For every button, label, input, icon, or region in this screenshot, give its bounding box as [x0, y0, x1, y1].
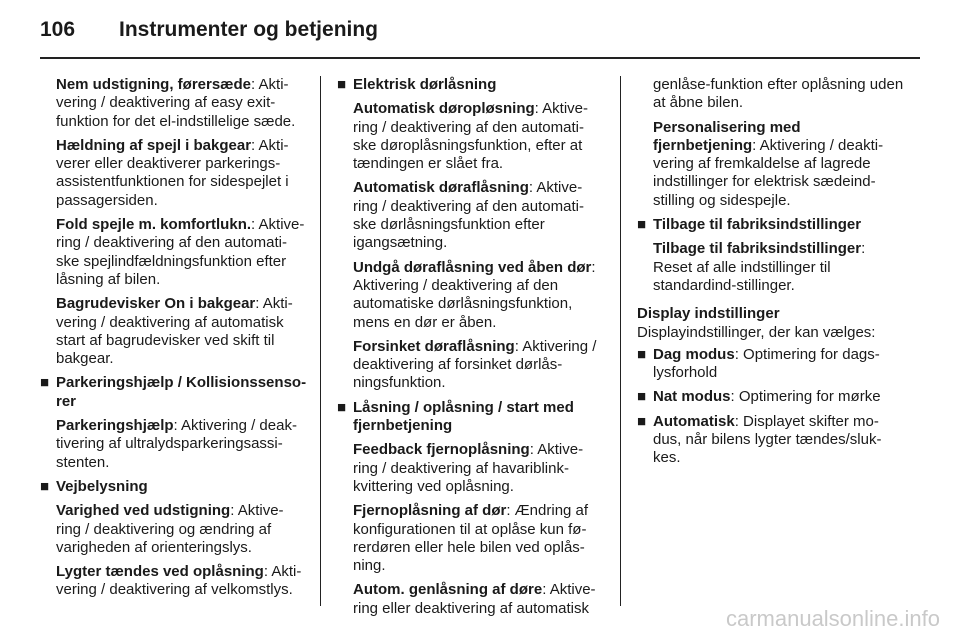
- page-number: 106: [40, 18, 76, 41]
- setting-entry: [637, 240, 907, 295]
- section-heading: Display indstillinger: [637, 305, 780, 323]
- setting-description: : Ændring af konfigurationen til at oplåse kun fø-rerdøren eller hele bilen ved oplås-ning.: [353, 502, 589, 575]
- bullet-square-icon: ■: [637, 388, 647, 406]
- section-title: Parkeringshjælp / Kollisionssenso-rer: [56, 374, 307, 410]
- section-title: Låsning / oplåsning / start med fjernbetjening: [353, 398, 574, 435]
- option-term: Automatisk: [653, 412, 735, 430]
- column-2: [337, 76, 607, 624]
- setting-term: Parkeringshjælp: [56, 417, 174, 435]
- page-header: [40, 18, 920, 58]
- option-description: : Displayet skifter mo-dus, når bilens lygter tændes/sluk-kes.: [653, 412, 882, 467]
- section-bullet: [337, 76, 607, 94]
- setting-term: Undgå døraflåsning ved åben dør: [353, 258, 592, 276]
- setting-entry: [337, 581, 607, 618]
- option-bullet: [637, 346, 907, 383]
- setting-description: : Akti-vering / deaktivering af velkomstlys.: [56, 563, 302, 599]
- setting-entry: [337, 338, 607, 393]
- bullet-square-icon: ■: [637, 412, 647, 430]
- setting-description: : Aktive-ring / deaktivering af den automati-ske døroplåsningsfunktion, efter at tændingen er slået fra.: [353, 100, 589, 173]
- setting-term: Automatisk døraflåsning: [353, 179, 529, 197]
- setting-description: : Reset af alle indstillinger til standardind-stillinger.: [653, 240, 866, 294]
- section-bullet: [40, 478, 308, 496]
- bullet-square-icon: ■: [637, 345, 647, 363]
- setting-entry: [40, 502, 308, 557]
- setting-entry: [40, 563, 308, 600]
- option-term: Nat modus: [653, 388, 731, 406]
- section-title: Elektrisk dørlåsning: [353, 76, 497, 93]
- setting-entry: [40, 417, 308, 472]
- setting-term: Nem udstigning, førersæde: [56, 76, 252, 93]
- setting-description: : Aktive-ring / deaktivering af den automati-ske dørlåsningsfunktion efter igangsætning.: [353, 179, 584, 252]
- section-title: Vejbelysning: [56, 477, 148, 495]
- setting-description: : Akti-vering / deaktivering af automatisk start af bagrudevisker ved skift til bakgear.: [56, 295, 293, 368]
- column-divider: [320, 76, 321, 606]
- setting-description: : Aktivering / deaktivering af forsinket dørlås-ningsfunktion.: [353, 337, 597, 392]
- section-bullet: [40, 374, 308, 411]
- watermark: carmanualsonline.info: [725, 606, 940, 631]
- setting-term: Automatisk døropløsning: [353, 100, 535, 118]
- setting-description: : Aktive-ring / deaktivering af den automati-ske spejlindfældningsfunktion efter låsning af bilen.: [56, 216, 305, 288]
- setting-term: Forsinket døraflåsning: [353, 337, 515, 355]
- bullet-square-icon: ■: [40, 374, 50, 392]
- setting-entry-continued: [637, 76, 907, 113]
- setting-entry: [337, 502, 607, 575]
- setting-entry: [40, 295, 308, 368]
- setting-description: : Aktive-ring / deaktivering og ændring af varigheden af orienteringslys.: [56, 502, 284, 556]
- bullet-square-icon: ■: [337, 398, 347, 416]
- bullet-square-icon: ■: [337, 76, 347, 93]
- setting-entry: [337, 259, 607, 332]
- section-intro: Displayindstillinger, der kan vælges:: [637, 323, 876, 341]
- section-bullet: [337, 399, 607, 436]
- setting-term: Varighed ved udstigning: [56, 502, 231, 520]
- setting-term: Bagrudevisker On i bakgear: [56, 295, 256, 313]
- setting-term: Autom. genlåsning af døre: [353, 581, 543, 599]
- setting-entry: [40, 76, 308, 131]
- setting-term: Personalisering med fjernbetjening: [653, 118, 801, 154]
- bullet-square-icon: ■: [40, 477, 50, 495]
- setting-entry: [337, 100, 607, 173]
- setting-description: : Aktivering / deaktivering af den automatiske dørlåsningsfunktion, mens en dør er åben.: [353, 258, 596, 331]
- setting-entry: [337, 179, 607, 252]
- setting-entry: [337, 441, 607, 496]
- column-divider: [620, 76, 621, 606]
- option-term: Dag modus: [653, 345, 735, 363]
- setting-description: : Aktive-ring eller deaktivering af automatisk: [353, 581, 596, 617]
- section-bullet: [637, 216, 907, 234]
- option-description: : Optimering for mørke: [730, 388, 881, 406]
- option-bullet: [637, 413, 907, 468]
- setting-entry: [40, 137, 308, 210]
- header-rule: [40, 57, 920, 59]
- setting-description: : Akti-vering / deaktivering af easy exit-funktion for det el-indstillelige sæde.: [56, 76, 296, 130]
- page-title: Instrumenter og betjening: [119, 18, 379, 41]
- setting-description: : Aktivering / deak-tivering af ultralydsparkeringsassi-stenten.: [56, 417, 297, 471]
- column-3: [637, 76, 907, 474]
- option-description: : Optimering for dags-lysforhold: [653, 345, 880, 382]
- column-1: [40, 76, 308, 606]
- section-title: Tilbage til fabriksindstillinger: [653, 216, 862, 234]
- setting-entry: [40, 216, 308, 289]
- setting-term: Hældning af spejl i bakgear: [56, 136, 252, 154]
- setting-term: Fjernoplåsning af dør: [353, 502, 507, 520]
- option-bullet: [637, 388, 907, 406]
- setting-term: Tilbage til fabriksindstillinger: [653, 240, 862, 258]
- setting-term: Fold spejle m. komfortlukn.: [56, 216, 252, 234]
- bullet-square-icon: ■: [637, 216, 647, 234]
- setting-description: : Akti-verer eller deaktiverer parkerings-assistentfunktionen for sidespejlet i passagersiden.: [56, 136, 289, 209]
- setting-description: : Aktive-ring / deaktivering af havariblink-kvittering ved oplåsning.: [353, 441, 584, 495]
- setting-description: : Aktivering / deakti-vering af fremkaldelse af lagrede indstillinger for elektrisk sædeind-stilling og sidespejle.: [653, 136, 884, 209]
- setting-term: Lygter tændes ved oplåsning: [56, 563, 264, 581]
- setting-term: Feedback fjernoplåsning: [353, 441, 530, 459]
- setting-entry: [637, 119, 907, 210]
- setting-description: genlåse-funktion efter oplåsning uden at åbne bilen.: [653, 76, 904, 112]
